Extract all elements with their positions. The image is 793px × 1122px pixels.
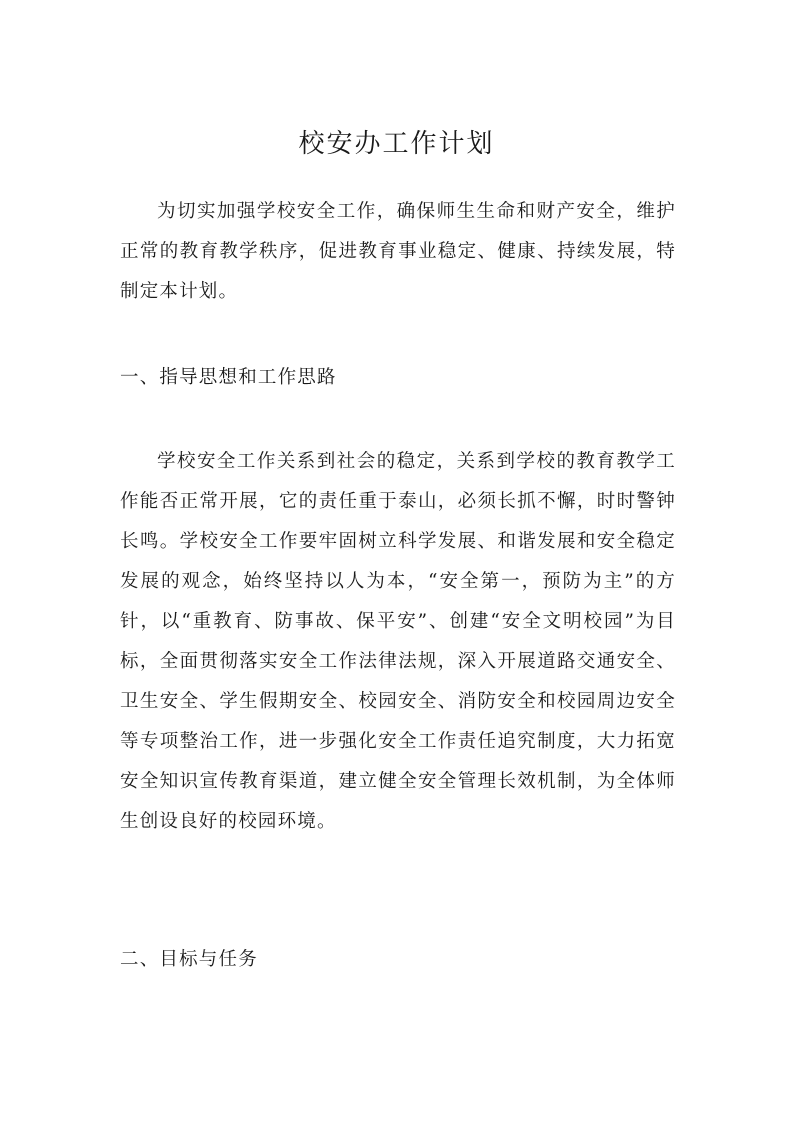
section-2-heading: 二、目标与任务 [120,949,258,970]
document-title: 校安办工作计划 [298,129,495,159]
section-1-heading: 一、指导思想和工作思路 [120,367,337,388]
intro-paragraph: 为切实加强学校安全工作，确保师生生命和财产安全，维护正常的教育教学秩序，促进教育事业稳定、健康、持续发展，特制定本计划。 [120,201,676,302]
section-1-paragraph: 学校安全工作关系到社会的稳定，关系到学校的教育教学工作能否正常开展，它的责任重于泰山，必须长抓不懈，时时警钟长鸣。学校安全工作要牢固树立科学发展、和谐发展和安全稳定发展的观念，始终坚持以人为本，“安全第一，预防为主”的方针，以“重教育、防事故、保平安”、创建“安全文明校园”为目标，全面贯彻落实安全工作法律法规，深入开展道路交通安全、卫生安全、学生假期安全、校园安全、消防安全和校园周边安全等专项整治工作，进一步强化安全工作责任追究制度，大力拓宽安全知识宣传教育渠道，建立健全安全管理长效机制，为全体师生创设良好的校园环境。 [120,451,676,832]
